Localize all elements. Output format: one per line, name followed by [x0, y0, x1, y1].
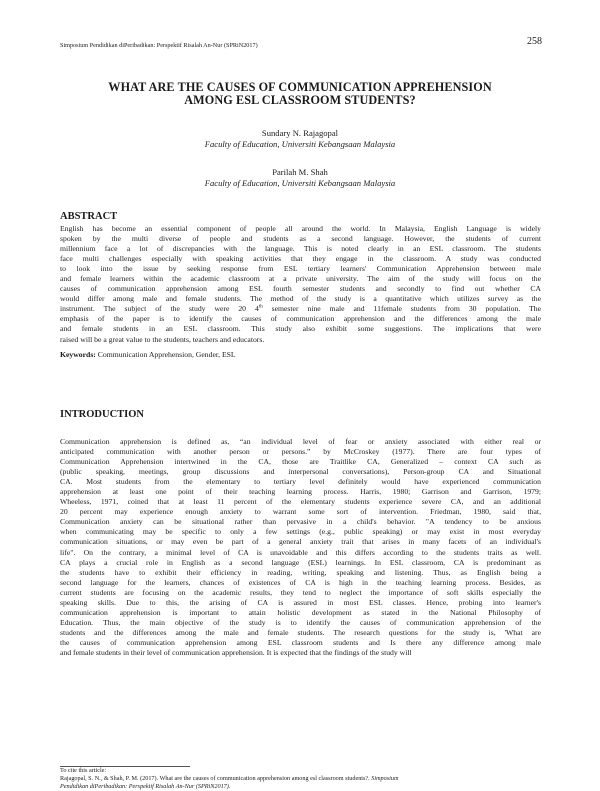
- author-block: [60, 128, 540, 150]
- intro-line: Communication anxiety can be situational rather than pervasive in a child's behavior. "A tendency to be anxious: [60, 517, 541, 527]
- intro-line: the causes of communication apprehension among ESL classroom students and Is there any difference among male: [60, 637, 541, 647]
- abstract-body: [60, 224, 541, 345]
- abstract-line: and female students in an ESL classroom. This study also exhibit some suggestions. The implications that were: [60, 324, 541, 334]
- keywords-label: Keywords:: [60, 350, 96, 359]
- intro-line: (public speaking, meetings, group discussions and interpersonal conversations), Person-group CA and Situational: [60, 467, 541, 477]
- abstract-line-text: semester nine male and 11female students from 30 population. The: [262, 304, 541, 314]
- intro-line: second language for the learners, chances of existences of CA is high in the teaching learning process. Besides, as: [60, 577, 541, 587]
- paper-title: [60, 81, 540, 107]
- abstract-heading: ABSTRACT: [60, 211, 118, 222]
- intro-line: anticipated communication with another person or persons.” by McCroskey (1977). There are four types of: [60, 447, 541, 457]
- abstract-line: emphasis of the paper is to identify the causes of communication apprehension and the differences among the male: [60, 314, 541, 324]
- intro-line: apprehension at least one point of their teaching learning process. Harris, 1980; Garrison and Garrison, 1979;: [60, 487, 541, 497]
- citation-label: To cite this article:: [60, 767, 107, 774]
- title-line: WHAT ARE THE CAUSES OF COMMUNICATION APPREHENSION: [108, 80, 492, 94]
- introduction-heading: INTRODUCTION: [60, 409, 145, 420]
- intro-line: current students are focusing on the academic results, they tend to neglect the importance of soft skills especially the: [60, 587, 541, 597]
- abstract-line: would differ among male and female students. The method of the study is a quantitative which utilizes survey as the: [60, 294, 541, 304]
- author-block: [60, 167, 540, 189]
- intro-line: 20 percent may experience enough anxiety to warrant some sort of intervention. Friedman, 1980, said that,: [60, 507, 541, 517]
- intro-line: speaking skills. Due to this, the arising of CA is assured in most ESL classes. Hence, probing into learner's: [60, 597, 541, 607]
- abstract-line: millennium face a lot of discrepancies with the language. This is noted clearly in an ESL classroom. The students: [60, 244, 541, 254]
- author-name: Parilah M. Shah: [272, 167, 328, 177]
- title-line: AMONG ESL CLASSROOM STUDENTS?: [184, 93, 416, 107]
- abstract-line: [60, 304, 541, 314]
- abstract-line: spoken by the multi diverse of people and students as a second language. However, the students of current: [60, 234, 541, 244]
- abstract-line: causes of communication apprehension among ESL fourth semester students and secondly to find out whether CA: [60, 284, 541, 294]
- intro-line: communication situations, or may even be part of a general anxiety trait that arises in many facets of an individual's: [60, 537, 541, 547]
- intro-line: Communication Apprehension intertwined in the CA, those are Traitlike CA, Generalized – context CA such as: [60, 457, 541, 467]
- intro-line: Communication apprehension is defined as, “an individual level of fear or anxiety associated with either real or: [60, 437, 541, 446]
- citation-footnote: [60, 767, 541, 791]
- citation-text: Rajagopal, S. N., & Shah, P. M. (2017). What are the causes of communication apprehension among esl classroom students?.: [60, 775, 372, 782]
- abstract-line: and female learners within the academic classroom at a private university. The aim of the study will focus on the: [60, 274, 541, 284]
- intro-line: life". On the contrary, a minimal level of CA is unavoidable and this differs according to the students traits as well.: [60, 547, 541, 557]
- intro-line: communication apprehension is important to attain holistic development as stated in the National Philosophy of: [60, 607, 541, 617]
- intro-line: when communicating may be specific to only a few settings (e.g., public speaking) or may exist in most everyday: [60, 527, 541, 537]
- keywords-text: Communication Apprehension, Gender, ESL: [95, 350, 236, 359]
- author-name: Sundary N. Rajagopal: [261, 128, 339, 138]
- citation-line: [60, 783, 541, 791]
- intro-line: and female students in their level of communication apprehension. It is expected that the findings of the study will: [60, 647, 412, 657]
- citation-journal: Simposium: [371, 775, 399, 782]
- intro-line: CA. Most students from the elementary to tertiary level definitely would have experienced communication: [60, 477, 541, 487]
- citation-journal: Pendidikan diPeribadikan: Perspektif Risalah An-Nur (SPRiN2017): [60, 783, 229, 790]
- author-affiliation: Faculty of Education, Universiti Kebangsaan Malaysia: [204, 139, 396, 149]
- page-number: 258: [527, 36, 542, 47]
- citation-text: .: [228, 783, 231, 790]
- intro-line: students and the differences among the male and female students. The research questions for the study is, 'What are: [60, 627, 541, 637]
- intro-line: the students have to exhibit their efficiency in reading, writing, speaking and listening. Thus, as English being a: [60, 567, 541, 577]
- keywords: [60, 350, 541, 360]
- introduction-body: [60, 437, 541, 658]
- abstract-line: raised will be a great value to the students, teachers and educators.: [60, 334, 265, 344]
- citation-line: [60, 775, 541, 783]
- running-header: Simposium Pendidikan diPeribadikan: Perspektif Risalah An-Nur (SPRiN2017): [60, 42, 258, 49]
- abstract-line: English has become an essential component of people all around the world. In Malaysia, English Language is widely: [60, 224, 541, 233]
- abstract-line-text: instrument. The subject of the study were 20 4: [60, 304, 259, 314]
- abstract-line: to look into the issue by seeking response from ESL tertiary learners' Communication Apprehension between male: [60, 264, 541, 274]
- intro-line: Education. Thus, the main objective of the study is to identify the causes of communication apprehension of the: [60, 617, 541, 627]
- intro-line: Wheeless, 1971, coined that at least 11 percent of the elementary students experience severe CA, and an additional: [60, 497, 541, 507]
- abstract-line: face multi challenges especially with speaking activities that they engage in the classroom. A study was conducted: [60, 254, 541, 264]
- author-affiliation: Faculty of Education, Universiti Kebangsaan Malaysia: [204, 178, 396, 188]
- ordinal-suffix: th: [258, 304, 263, 310]
- intro-line: CA plays a crucial role in English as a second language (ESL) learnings. In ESL classroom, CA is predominant as: [60, 557, 541, 567]
